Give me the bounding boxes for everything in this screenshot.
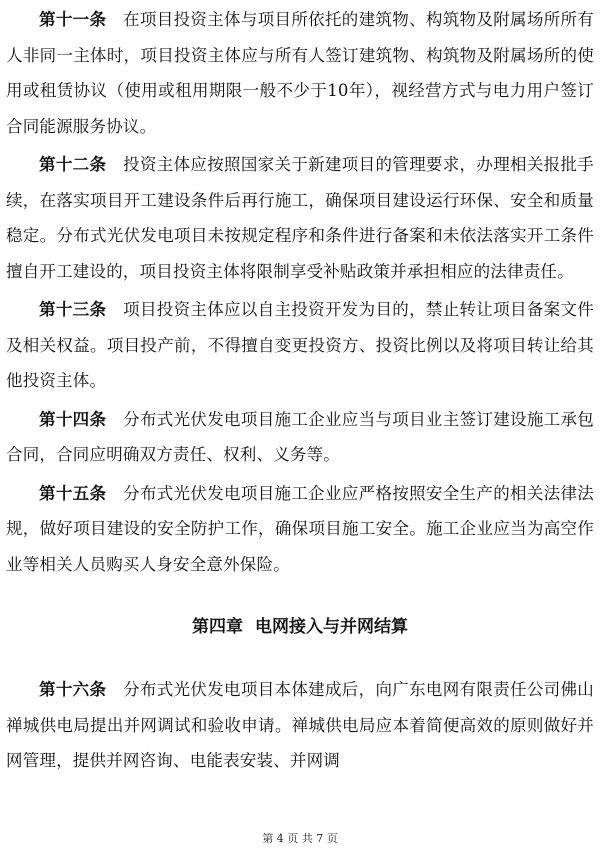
article-text: 分布式光伏发电项目施工企业应当与项目业主签订建设施工承包合同，合同应明确双方责任、权利、义务等。	[6, 409, 594, 464]
article-number: 第十一条	[39, 10, 107, 29]
article-text: 在项目投资主体与项目所依托的建筑物、构筑物及附属场所所有人非同一主体时，项目投资主体应与所有人签订建筑物、构筑物及附属场所的使用或租赁协议（使用或租用期限一般不少于10年），视经营方式与电力用户签订合同能源服务协议。	[6, 10, 594, 136]
page-body	[6, 2, 594, 779]
article-12	[6, 147, 594, 289]
article-11	[6, 2, 594, 144]
article-number: 第十四条	[39, 409, 107, 429]
chapter-number: 第四章	[192, 617, 243, 637]
article-number: 第十二条	[39, 155, 107, 174]
chapter-heading	[6, 612, 594, 642]
article-text: 分布式光伏发电项目施工企业应严格按照安全生产的相关法律法规，做好项目建设的安全防护工作，确保项目施工安全。施工企业应当为高空作业等相关人员购买人身安全意外保险。	[6, 483, 594, 574]
article-text: 分布式光伏发电项目本体建成后，向广东电网有限责任公司佛山禅城供电局提出并网调试和验收申请。禅城供电局应本着简便高效的原则做好并网管理，提供并网咨询、电能表安装、并网调	[6, 680, 594, 770]
article-number: 第十三条	[39, 300, 107, 319]
article-text: 投资主体应按照国家关于新建项目的管理要求，办理相关报批手续，在落实项目开工建设条件后再行施工，确保项目建设运行环保、安全和质量稳定。分布式光伏发电项目未按规定程序和条件进行备案和未依法落实开工条件擅自开工建设的，项目投资主体将限制享受补贴政策并承担相应的法律责任。	[6, 155, 594, 281]
article-16	[6, 672, 594, 779]
article-13	[6, 292, 594, 399]
article-15	[6, 476, 594, 583]
article-number: 第十五条	[39, 483, 107, 503]
article-14	[6, 402, 594, 473]
page-footer: 第 4 页 共 7 页	[262, 832, 338, 845]
article-text: 项目投资主体应以自主投资开发为目的，禁止转让项目备案文件及相关权益。项目投产前，不得擅自变更投资方、投资比例以及将项目转让给其他投资主体。	[6, 300, 594, 390]
chapter-title: 电网接入与并网结算	[255, 617, 408, 637]
article-number: 第十六条	[39, 680, 107, 699]
